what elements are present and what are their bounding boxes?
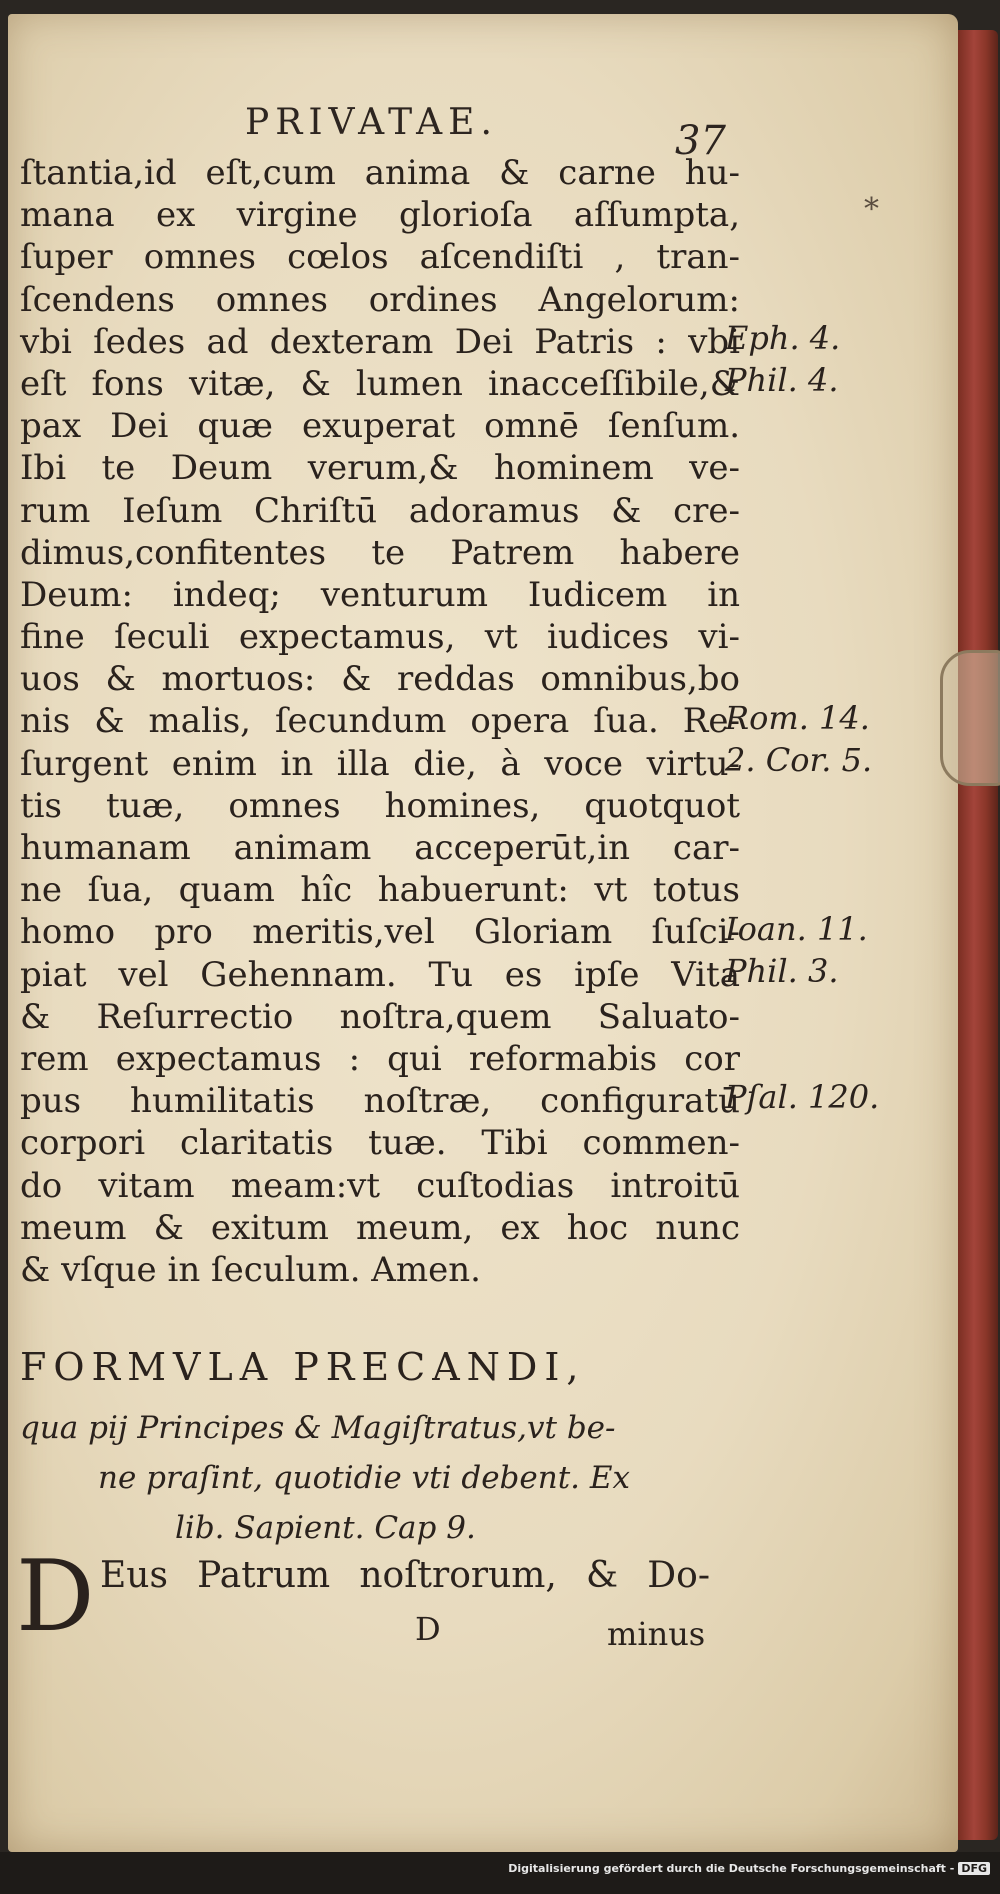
text-line: & Reſurrectio noſtra,quem Saluato-	[20, 996, 740, 1037]
asterisk-mark: *	[864, 192, 879, 227]
digitization-credit	[508, 1862, 990, 1875]
text-line: vbi ſedes ad dexteram Dei Patris : vbi	[20, 321, 740, 362]
margin-note: Pſal. 120.	[725, 1078, 880, 1117]
text-line: pax Dei quæ exuperat omnē ſenſum.	[20, 406, 740, 447]
text-line: meum & exitum meum, ex hoc nunc	[20, 1207, 740, 1248]
text-line: uos & mortuos: & reddas omnibus,bo	[20, 659, 740, 700]
text-line: corpori claritatis tuæ. Tibi commen-	[20, 1123, 740, 1164]
subtitle-line-1: qua pij Principes & Magiſtratus,vt be-	[20, 1410, 616, 1446]
text-line: rem expectamus : qui reformabis cor	[20, 1038, 740, 1079]
body-text	[20, 152, 740, 1291]
text-line: piat vel Gehennam. Tu es ipſe Vita	[20, 954, 740, 995]
text-line: tis tuæ, omnes homines, quotquot	[20, 785, 740, 826]
text-line: dimus,confitentes te Patrem habere	[20, 532, 740, 573]
running-head: PRIVATAE.	[245, 102, 498, 143]
book-edge	[958, 30, 998, 1840]
margin-note: Phil. 4.	[725, 361, 839, 399]
page-number: 37	[675, 118, 726, 164]
text-line: ſurgent enim in illa die, à voce virtu-	[20, 743, 740, 784]
text-line: Ibi te Deum verum,& hominem ve-	[20, 448, 740, 489]
text-line: & vſque in ſeculum. Amen.	[20, 1249, 481, 1290]
text-line: ſuper omnes cœlos aſcendiſti , tran-	[20, 237, 740, 278]
margin-note: Phil. 3.	[725, 951, 839, 990]
text-line: nis & malis, ſecundum opera ſua. Re-	[20, 701, 740, 742]
text-line: pus humilitatis noſtræ, configuratū	[20, 1081, 740, 1122]
text-line: ſcendens omnes ordines Angelorum:	[20, 279, 740, 320]
margin-note: Ioan. 11.	[725, 909, 868, 948]
subtitle-line-3: lib. Sapient. Cap 9.	[175, 1510, 476, 1546]
text-line: do vitam meam:vt cuſtodias introitū	[20, 1165, 740, 1206]
text-line: rum Ieſum Chriſtū adoramus & cre-	[20, 490, 740, 531]
margin-note: 2. Cor. 5.	[725, 740, 873, 779]
page-clip-tab	[940, 650, 1000, 786]
margin-note: Eph. 4.	[725, 318, 841, 357]
text-line: humanam animam acceperūt,in car-	[20, 828, 740, 868]
text-line: eſt fons vitæ, & lumen inacceſſibile,&	[20, 363, 740, 404]
drop-cap: D	[16, 1540, 95, 1654]
margin-note: Rom. 14.	[725, 698, 870, 737]
text-line: Deum: indeq; venturum Iudicem in	[20, 574, 740, 615]
text-line: ſtantia,id eſt,cum anima & carne hu-	[20, 153, 740, 193]
section-heading: FORMVLA PRECANDI,	[20, 1345, 586, 1389]
catchword: minus	[607, 1615, 706, 1653]
text-line: homo pro meritis,vel Gloriam ſuſci-	[20, 912, 740, 953]
text-line: mana ex virgine glorioſa aſſumpta,	[20, 195, 740, 236]
dfg-logo: DFG	[958, 1862, 990, 1875]
text-line: ne ſua, quam hîc habuerunt: vt totus	[20, 870, 740, 911]
signature-mark: D	[415, 1610, 441, 1648]
credit-text: Digitalisierung gefördert durch die Deutsche Forschungsgemeinschaft -	[508, 1862, 955, 1875]
prayer-first-line: Eus Patrum noſtrorum, & Do-	[100, 1555, 710, 1596]
subtitle-line-2: ne praſint, quotidie vti debent. Ex	[98, 1460, 630, 1496]
text-line: fine ſeculi expectamus, vt iudices vi-	[20, 617, 740, 658]
